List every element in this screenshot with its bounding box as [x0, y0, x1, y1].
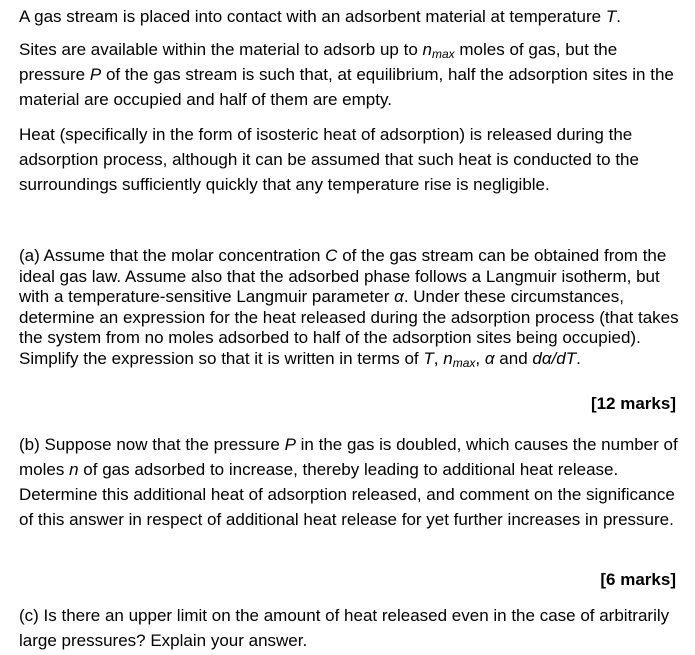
symbol-P: P [89, 65, 102, 84]
symbol-T: T [605, 7, 617, 26]
symbol-alpha: α [394, 287, 404, 306]
symbol-P-b: P [284, 435, 296, 454]
symbol-n-max-a: $n_{max}$ [443, 348, 476, 370]
symbol-dalpha-dT: dα/dT [532, 348, 577, 368]
part-b-marks: [6 marks] [600, 570, 676, 589]
part-a-question: (a) Assume that the molar concentration C of the gas stream can be obtained from the ideal gas law. Assume also that the adsorbed phase follows a Langmuir isotherm, but with a temperature-sensitive Langmuir parameter α. Under these circumstances, determine an expression for the heat released during the adsorption process (that takes the system from no moles adsorbed to half of the adsorption sites being occupied). Simplify the expression so that it is written in terms of T, $n_{max}$, α and dα/dT. [19, 246, 679, 370]
symbol-alpha-2: α [484, 348, 495, 368]
intro-paragraph-3: Heat (specifically in the form of isosteric heat of adsorption) is released during the adsorption process, although it can be assumed that such heat is conducted to the surroundings sufficiently quickly that any temperature rise is negligible. [19, 125, 639, 194]
symbol-n-b: n [69, 460, 79, 479]
intro-text-2b: moles of gas, but the pressure [19, 40, 618, 84]
symbol-C: C [325, 246, 338, 265]
intro-period: . [616, 7, 621, 26]
part-b-question: (b) Suppose now that the pressure P in the gas is doubled, which causes the number of moles n of gas adsorbed to increase, thereby leading to additional heat release. Determine this additional heat of adsorption released, and comment on the significance of this answer in respect of additional heat release for yet further increases in pressure. [19, 435, 678, 529]
symbol-n-max: $n_{max}$ [422, 40, 455, 61]
part-a-marks: [12 marks] [590, 394, 676, 413]
intro-text-2c: of the gas stream is such that, at equilibrium, half the adsorption sites in the material are occupied and half of them are empty. [19, 65, 674, 109]
intro-paragraph-1 [19, 4, 679, 29]
part-c-question: (c) Is there an upper limit on the amount of heat released even in the case of arbitrarily large pressures? Explain your answer. [19, 606, 670, 650]
intro-paragraph-2 [19, 37, 679, 112]
symbol-T-a: T [423, 348, 434, 368]
intro-text-1: A gas stream is placed into contact with an adsorbent material at temperature [19, 7, 602, 26]
intro-text-2a: Sites are available within the material to adsorb up to [19, 40, 418, 59]
